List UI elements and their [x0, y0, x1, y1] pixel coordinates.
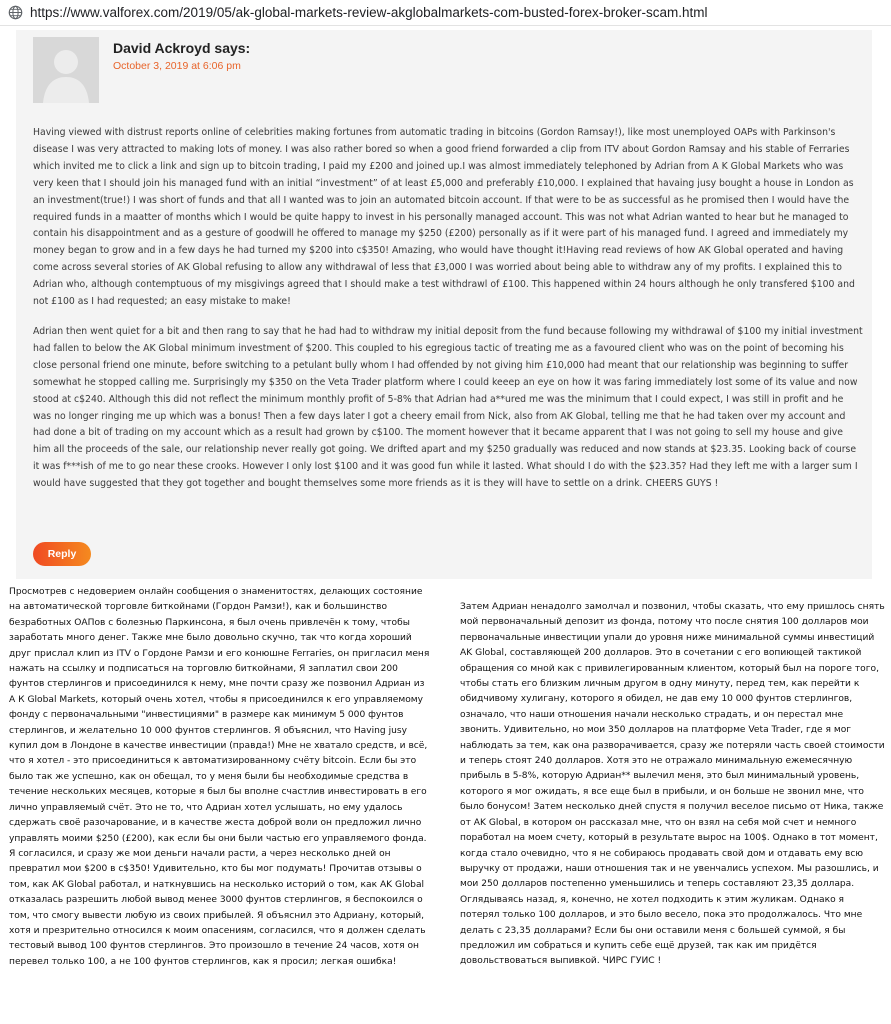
translation-right-column: Затем Адриан ненадолго замолчал и позвонил, чтобы сказать, что ему пришлось снять мой первоначальный депозит из фонда, потому что после снятия 100 долларов мои первоначальные инвестиции упали до уровня ниже минимальной суммы инвестиций AK Global, составляющей 200 долларов. Это в сочетании с его вопиющей тактикой обращения со мной как с привилегированным клиентом, который был на пороге того, чтобы стать его близким личным другом в одну минуту, перед тем, как перейти к обидчивому хулигану, которого я обидел, не дав ему 10 000 фунтов стерлингов, означало, что наши отношения начали несколько страдать, и он перестал мне звонить. Удивительно, но мои 350 долларов на платформе Veta Trader, где я мог наблюдать за тем, как она разворачивается, сразу же потеряли часть своей стоимости и теперь стоят 240 долларов. Хотя это не отражало минимальную ежемесячную прибыль в 5-8%, которую Адриан** вылечил меня, это был минимальный уровень, которого я мог ожидать, я все еще был в прибыли, и он больше не звонил мне, что было бонусом! Затем несколько дней спустя я получил веселое письмо от Ника, также от AK Global, в котором он рассказал мне, что он взял на себя мой счет и немного поработал на моем счету, который в результате вырос на 100$. Однако в тот момент, когда стало очевидно, что я не собираюсь продавать свой дом и отдавать ему всю выручку от продажи, наши отношения так и не увенчались успехом. Мы разошлись, и мои 250 долларов постепенно уменьшились и теперь составляют 23,35 доллара. Оглядываясь назад, я, конечно, не хотел подходить к этим жуликам. Однако я потерял только 100 долларов, и это было весело, пока это продолжалось. Что мне делать с 23,35 долларами? Если бы они оставили меня с большей суммой, я бы предложил им собраться и купить себе ещё друзей, так как им придётся довольствоваться выпивкой. ЧИРС ГУИС !: [460, 602, 885, 967]
comment-body: [33, 125, 863, 506]
comment-date-link[interactable]: October 3, 2019 at 6:06 pm: [113, 60, 241, 72]
comment-card: [16, 30, 872, 579]
globe-icon: [8, 5, 23, 20]
comment-paragraph: Adrian then went quiet for a bit and then rang to say that he had had to withdraw my initial deposit from the fund because following my withdrawal of $100 my initial investment had fallen to below the AK Global minimum investment of $200. This coupled to his egregious tactic of treating me as a favoured client who was on the point of becoming his close personal friend one minute, before switching to a petulant bully whom I had offended by not giving him £10,000 had meant that our relationship was beginning to suffer somewhat he stopped calling me. Surprisingly my $350 on the Veta Trader platform where I could keeep an eye on how it was faring immediately lost some of its value and now stood at c$240. Although this did not reflect the minimum monthly profit of 5-8% that Adrian had a**ured me was the minimum that I could expect, I was still in profit and he was no longer ringing me up which was a bonus! Then a few days later I got a cheery email from Nick, also from AK Global, telling me that he had taken over my account and had done a bit of trading on my account which as a result had grown by c$100. The moment however that it became apparent that I was not going to sell my house and give him all the proceeds of the sale, our relationship never really got going. We drifted apart and my $250 gradually was reduced and now stands at $23.35. Looking back of course it was f***ish of me to go near these crooks. However I only lost $100 and it was good fun while it lasted. What should I do with the $23.35? Had they left me with a larger sum I would have suggested that they got together and bought themselves some more friends as it is they will have to settle on a drink. CHEERS GUYS !: [33, 325, 863, 490]
comment-paragraph: Having viewed with distrust reports online of celebrities making fortunes from automatic trading in bitcoins (Gordon Ramsay!), like most unemployed OAPs with Parkinson's disease I was very attracted to making lots of money. I was also rather bored so when a good friend forwarded a clip from ITV about Gordon Ramsay and his stable of Ferraries which invited me to click a link and sign up to bitcoin trading, I paid my £200 and joined up.I was almost immediately telephoned by Adrian from A K Global Markets who was very keen that I should join his managed fund with an initial “investment” of at least £5,000 and preferably £10,000. I explained that havaing jusy bought a house in London as an investment(true!) I was short of funds and that all I wanted was to join an automated bitcoin account. If that were to be as successful as he promised then I would have the required funds in a maatter of months which I would be quite happy to invest in his personally managed account. This was not what Adrian wanted to hear but he managed to contain his disappointment and as a gesture of goodwill he offered to manage my $250 (£200) personally as if it were part of his managed fund. I agreed and immediately my money began to grow and in a few days he had turned my $200 into c$350! Amazing, who would have thought it!Having read reviews of how AK Global operated and having come across several stories of AK Global refusing to allow any withdrawal of less that £3,000 I was worried about being able to withdraw any of my profits. I explained this to Adrian who, although contemptuous of my misgivings agreed that I should make a test withdrawl of £100. This happened within 24 hours although he only transfered $100 and not £100 as I had requested; an easy mistake to make!: [33, 127, 855, 308]
translation-left-column: Просмотрев с недоверием онлайн сообщения о знаменитостях, делающих состояние на автоматической торговле биткойнами (Гордон Рамзи!), как и большинство безработных ОАПов с болезнью Паркинсона, я был очень привлечён к тому, чтобы заработать много денег. Также мне было довольно скучно, так что когда хороший друг прислал клип из ITV о Гордоне Рамзи и его конюшне Ferraries, он пригласил меня нажать на ссылку и подписаться на торговлю биткойнами, Я заплатил свои 200 фунтов стерлингов и присоединился к нему, мне почти сразу же позвонил Адриан из А К Global Markets, который очень хотел, чтобы я присоединился к его управляемому фонду с первоначальными "инвестициями" в размере как минимум 5 000 фунтов стерлингов, и желательно 10 000 фунтов стерлингов. Я объяснил, что Having jusy купил дом в Лондоне в качестве инвестиции (правда!) Мне не хватало средств, и всё, что я хотел - это присоединиться к автоматизированному счёту bitcoin. Если бы это было так же успешно, как он обещал, то у меня были бы необходимые средства в течение нескольких месяцев, которые я был бы вполне счастлив инвестировать в его лично управляемый счёт. Это не то, что Адриан хотел услышать, но ему удалось сдержать своё разочарование, и в качестве жеста доброй воли он предложил лично управлять моими $250 (£200), как если бы они были частью его управляемого фонда. Я согласился, и сразу же мои деньги начали расти, а через несколько дней он превратил мои $200 в с$350! Удивительно, кто бы мог подумать! Прочитав отзывы о том, как AK Global работал, и наткнувшись на несколько историй о том, как AK Global отказалась разрешить любой вывод менее 3000 фунтов стерлингов, я беспокоился о том, что смогу вывести любую из своих прибылей. Я объяснил это Адриану, который, хотя и презрительно относился к моим опасениям, согласился, что я должен сделать тестовый вывод 100 фунтов стерлингов. Это произошло в течение 24 часов, хотя он перевел только 100, а не 100 фунтов стерлингов, как я просил; легкая ошибка!: [9, 587, 430, 967]
reply-button[interactable]: Reply: [33, 542, 91, 566]
default-avatar-silhouette-icon: [33, 37, 99, 103]
comment-author: David Ackroyd says:: [113, 40, 251, 56]
url-text[interactable]: https://www.valforex.com/2019/05/ak-global-markets-review-akglobalmarkets-com-busted-forex-broker-scam.html: [30, 5, 708, 20]
avatar[interactable]: [33, 37, 99, 103]
address-bar[interactable]: [0, 0, 891, 26]
